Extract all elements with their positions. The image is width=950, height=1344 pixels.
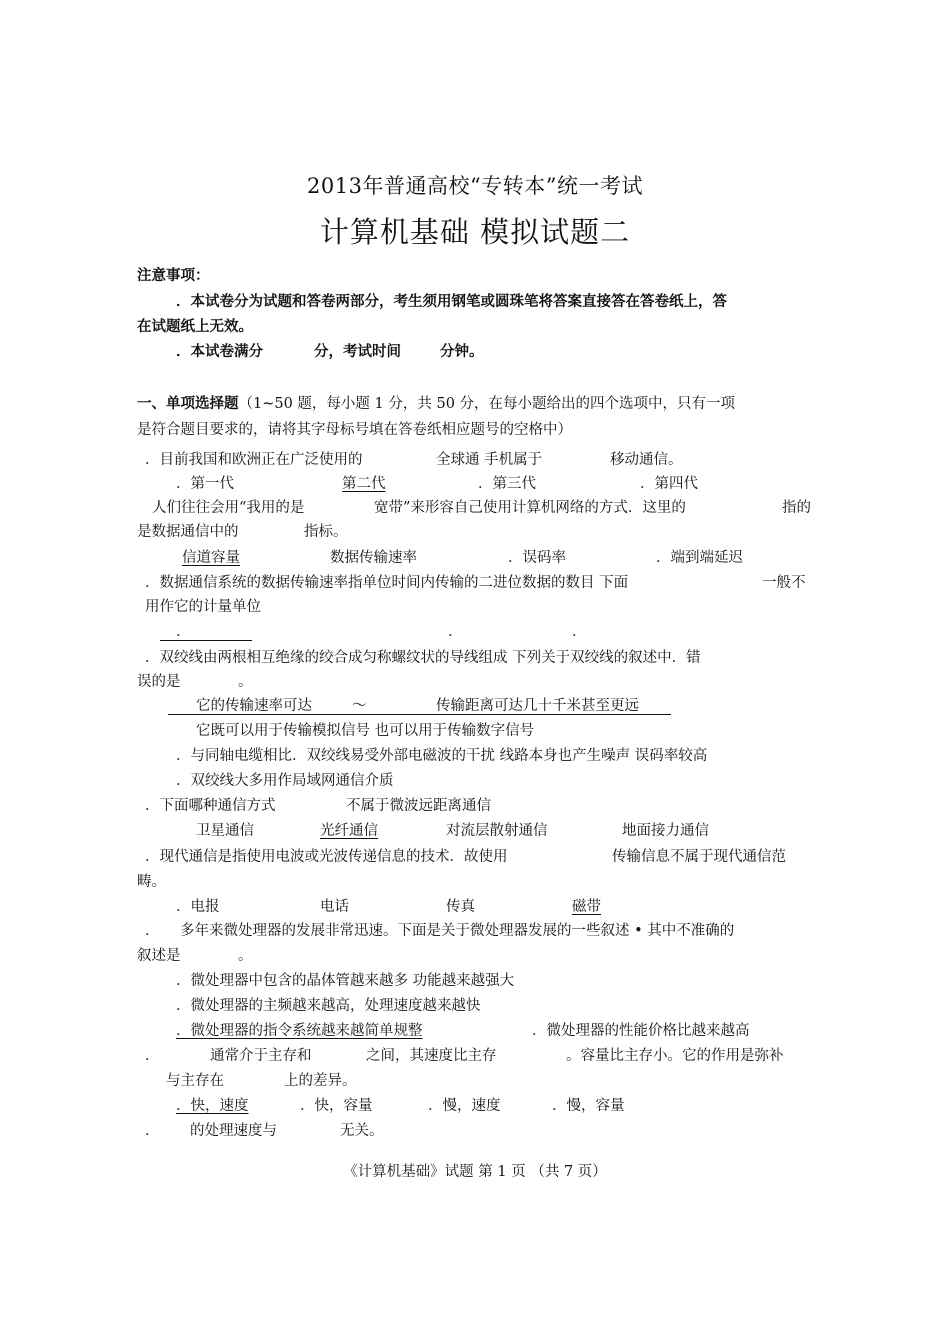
- q6-stem-line2: 畴。: [137, 874, 166, 890]
- section1-heading-line2: 是符合题目要求的，请将其字母标号填在答卷纸相应题号的空格中）: [137, 422, 572, 438]
- q8-stem-line2-a: 与主存在: [166, 1073, 224, 1089]
- q2-stem-b: 宽带”来形容自己使用计算机网络的方式．这里的: [374, 500, 686, 516]
- q2-option-d: ．端到端延迟: [656, 550, 743, 566]
- q2-option-c: ．误码率: [508, 550, 566, 566]
- q8-stem-line2-b: 上的差异。: [284, 1073, 357, 1089]
- q8-stem-c: 之间，其速度比主存: [366, 1048, 497, 1064]
- q6-option-b: 电话: [320, 899, 349, 915]
- q3-option-a: ．: [176, 624, 191, 640]
- q9-stem-b: 的处理速度与: [190, 1123, 277, 1139]
- q1-stem-a: ．目前我国和欧洲正在广泛使用的: [145, 452, 363, 468]
- q5-option-d: 地面接力通信: [622, 823, 709, 839]
- notice-item2-c: 分钟。: [440, 344, 484, 360]
- q6-stem-a: ．现代通信是指使用电波或光波传递信息的技术．故使用: [145, 849, 508, 865]
- q7-option-a: ．微处理器中包含的晶体管越来越多 功能越来越强大: [176, 973, 515, 989]
- q5-option-b-answer: 光纤通信: [320, 823, 378, 839]
- q5-stem-b: 不属于微波远距离通信: [346, 798, 491, 814]
- notice-item2-b: 分，考试时间: [314, 344, 401, 360]
- q7-stem-b: 多年来微处理器的发展非常迅速。下面是关于微处理器发展的一些叙述 • 其中不准确的: [180, 923, 735, 939]
- q3-stem-b: 一般不: [762, 575, 806, 591]
- q2-option-b: 数据传输速率: [330, 550, 417, 566]
- q5-option-c: 对流层散射通信: [446, 823, 548, 839]
- q7-option-c-answer: ．微处理器的指令系统越来越简单规整: [176, 1023, 423, 1039]
- q7-stem-end: 。: [238, 948, 253, 964]
- notice-item1-line1: ．本试卷分为试题和答卷两部分，考生须用钢笔或圆珠笔将答案直接答在答卷纸上，答: [176, 294, 727, 310]
- section1-heading-rest: （1~50 题，每小题 1 分，共 50 分，在每小题给出的四个选项中，只有一项: [238, 396, 736, 412]
- q6-option-c: 传真: [446, 899, 475, 915]
- q2-stem-a: 人们往往会用“我用的是: [152, 500, 305, 516]
- q4-option-a-part3: 传输距离可达几十千米甚至更远: [436, 698, 639, 714]
- exam-title: 2013年普通高校“专转本”统一考试: [307, 174, 643, 198]
- q3-stem-line2: 用作它的计量单位: [145, 599, 261, 615]
- q6-stem-b: 传输信息不属于现代通信范: [612, 849, 786, 865]
- q3-option-d: ．: [572, 624, 587, 640]
- section1-heading-bold: 一、单项选择题: [137, 396, 239, 412]
- q1-option-b-answer: 第二代: [342, 476, 386, 492]
- q3-stem-a: ．数据通信系统的数据传输速率指单位时间内传输的二进位数据的数目 下面: [145, 575, 629, 591]
- q6-option-a: ．电报: [176, 899, 220, 915]
- q1-option-a: ．第一代: [176, 476, 234, 492]
- q8-stem-a: ．: [145, 1048, 160, 1064]
- q9-stem-c: 无关。: [340, 1123, 384, 1139]
- q5-stem-a: ．下面哪种通信方式: [145, 798, 276, 814]
- q1-option-c: ．第三代: [478, 476, 536, 492]
- q3-option-a-underline: [160, 640, 252, 641]
- q7-stem-a: ．: [145, 923, 160, 939]
- q4-stem-end: 。: [238, 674, 253, 690]
- q1-option-d: ．第四代: [640, 476, 698, 492]
- q7-stem-line2: 叙述是: [137, 948, 181, 964]
- notice-item1-line2: 在试题纸上无效。: [137, 319, 253, 335]
- q9-stem-a: ．: [145, 1123, 160, 1139]
- q1-stem-c: 移动通信。: [610, 452, 683, 468]
- paper-title: 计算机基础 模拟试题二: [319, 215, 631, 249]
- q4-option-c: ．与同轴电缆相比．双绞线易受外部电磁波的干扰 线路本身也产生噪声 误码率较高: [176, 748, 708, 764]
- q2-stem-c: 指的: [782, 500, 811, 516]
- q1-stem-b: 全球通 手机属于: [436, 452, 543, 468]
- q2-stem-line2-b: 指标。: [304, 524, 348, 540]
- q4-stem-line2: 误的是: [137, 674, 181, 690]
- q8-option-d: ．慢，容量: [552, 1098, 625, 1114]
- q4-stem-line1: ．双绞线由两根相互绝缘的绞合成匀称螺纹状的导线组成 下列关于双绞线的叙述中．错: [145, 650, 701, 666]
- section1-heading: [137, 394, 735, 414]
- q4-option-b: 它既可以用于传输模拟信号 也可以用于传输数字信号: [196, 723, 535, 739]
- q6-option-d-answer: 磁带: [572, 899, 601, 915]
- q8-option-a-answer: ．快，速度: [176, 1098, 249, 1114]
- q8-stem-b: 通常介于主存和: [210, 1048, 312, 1064]
- q4-option-a-part2: ～: [352, 698, 367, 714]
- q3-option-c: ．: [448, 624, 463, 640]
- q2-option-a-answer: 信道容量: [182, 550, 240, 566]
- q8-option-b: ．快，容量: [300, 1098, 373, 1114]
- notice-heading: 注意事项：: [137, 268, 210, 284]
- q8-stem-d: 。容量比主存小。它的作用是弥补: [566, 1048, 784, 1064]
- q4-option-d: ．双绞线大多用作局域网通信介质: [176, 773, 394, 789]
- q4-option-a-part1: 它的传输速率可达: [196, 698, 312, 714]
- q8-option-c: ．慢，速度: [428, 1098, 501, 1114]
- notice-item2-a: ．本试卷满分: [176, 344, 263, 360]
- q5-option-a: 卫星通信: [196, 823, 254, 839]
- q7-option-d: ．微处理器的性能价格比越来越高: [532, 1023, 750, 1039]
- page-footer: 《计算机基础》试题 第 1 页 （共 7 页）: [343, 1164, 607, 1180]
- q7-option-b: ．微处理器的主频越来越高，处理速度越来越快: [176, 998, 481, 1014]
- q2-stem-line2-a: 是数据通信中的: [137, 524, 239, 540]
